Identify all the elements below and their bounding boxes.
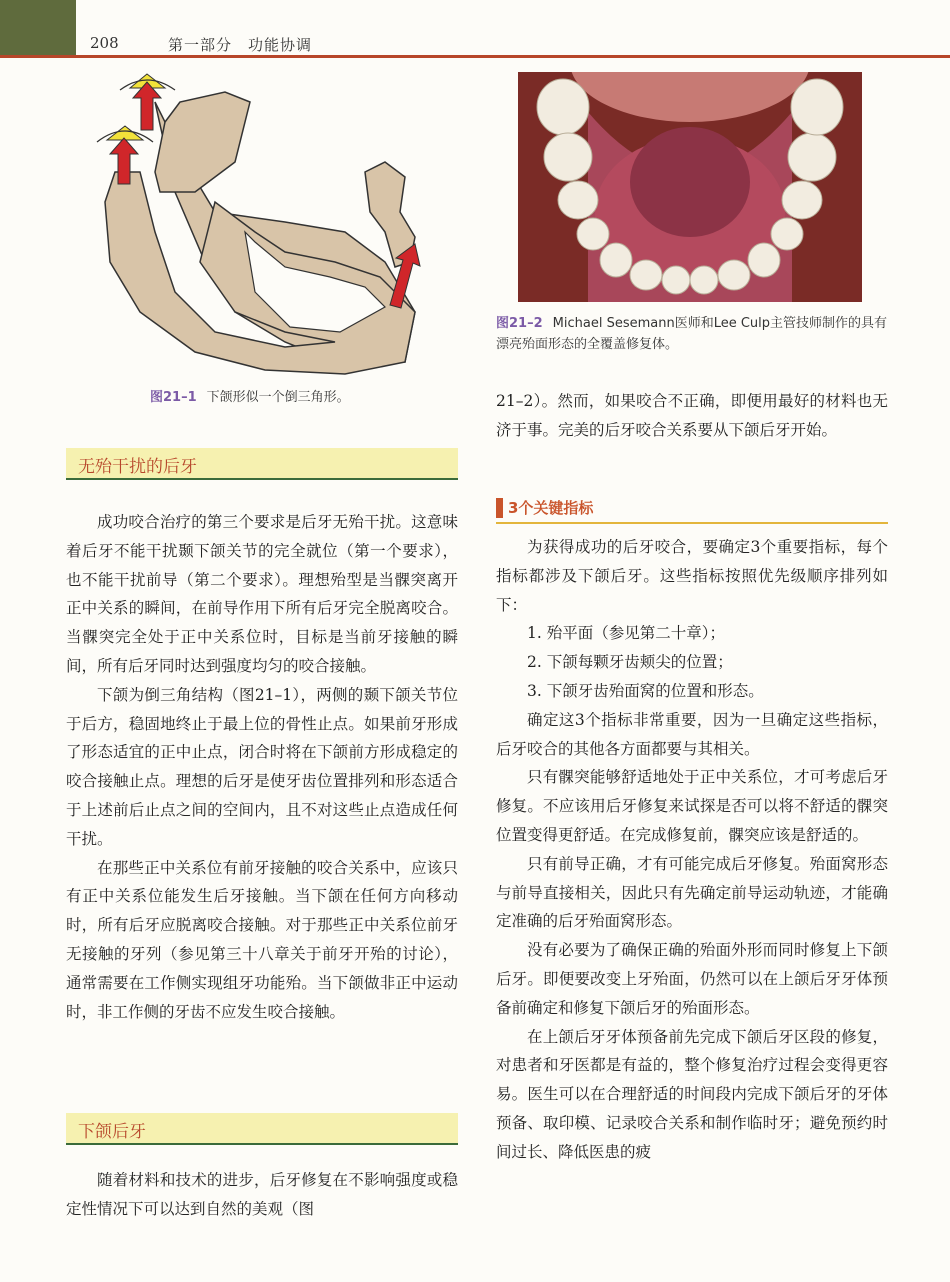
list-item: 3. 下颌牙齿殆面窝的位置和形态。	[527, 681, 764, 700]
figure2-caption	[496, 313, 888, 355]
paragraph: 确定这3个指标非常重要，因为一旦确定这些指标，后牙咬合的其他各方面都要与其相关。	[496, 710, 888, 758]
section-title-mandibular-posterior: 下颌后牙	[78, 1122, 146, 1142]
paragraph: 在上颌后牙牙体预备前先完成下颌后牙区段的修复，对患者和牙医都是有益的，整个修复治疗过程会变得更容易。医生可以在合理舒适的时间段内完成下颌后牙的牙体预备、取印模、记录咬合关系和制作临时牙；避免预约时间过长、降低医患的疲	[496, 1027, 888, 1161]
dental-arch-picture	[518, 72, 862, 302]
right-column-text-section3	[496, 533, 888, 1167]
paragraph: 成功咬合治疗的第三个要求是后牙无殆干扰。这意味着后牙不能干扰颞下颌关节的完全就位（第一个要求），也不能干扰前导（第二个要求）。理想殆型是当髁突离开正中关系的瞬间，在前导作用下所有后牙完全脱离咬合。当髁突完全处于正中关系位时，目标是当前牙接触的瞬间，所有后牙同时达到强度均匀的咬合接触。	[66, 513, 458, 675]
figure1-caption	[150, 386, 350, 405]
left-column-text-section2	[66, 1166, 458, 1224]
figure2-caption-text: Michael Sesemann医师和Lee Culp主管技师制作的具有漂亮殆面形态的全覆盖修复体。	[496, 316, 888, 352]
paragraph: 只有前导正确，才有可能完成后牙修复。殆面窝形态与前导直接相关，因此只有先确定前导运动轨迹，才能确定准确的后牙殆面窝形态。	[496, 854, 888, 931]
section-title-no-interference: 无殆干扰的后牙	[78, 457, 197, 477]
left-column-text-section1	[66, 508, 458, 1026]
header-rule	[0, 55, 950, 58]
heading-marker-icon	[496, 498, 503, 518]
running-head: 第一部分 功能协调	[168, 36, 313, 54]
figure-dental-photo	[518, 72, 862, 302]
subsection-title: 3个关键指标	[508, 499, 594, 517]
figure1-caption-text: 下颌形似一个倒三角形。	[206, 390, 350, 405]
paragraph: 随着材料和技术的进步，后牙修复在不影响强度或稳定性情况下可以达到自然的美观（图	[66, 1171, 458, 1218]
right-column-continuation	[496, 387, 888, 445]
header-color-block	[0, 0, 76, 58]
figure-mandible-illustration	[85, 62, 445, 380]
section-heading-no-interference	[66, 448, 458, 480]
paragraph: 为获得成功的后牙咬合，要确定3个重要指标，每个指标都涉及下颌后牙。这些指标按照优先级顺序排列如下：	[496, 538, 888, 614]
paragraph: 在那些正中关系位有前牙接触的咬合关系中，应该只有正中关系位能发生后牙接触。当下颌在任何方向移动时，所有后牙应脱离咬合接触。对于那些正中关系位前牙无接触的牙列（参见第三十八章关于前牙开殆的讨论），通常需要在工作侧实现组牙功能殆。当下颌做非正中运动时，非工作侧的牙齿不应发生咬合接触。	[66, 858, 458, 1021]
page-number: 208	[90, 34, 119, 52]
mandible-drawing	[85, 62, 445, 380]
paragraph: 只有髁突能够舒适地处于正中关系位，才可考虑后牙修复。不应该用后牙修复来试探是否可以将不舒适的髁突位置变得更舒适。在完成修复前，髁突应该是舒适的。	[496, 768, 888, 844]
figure2-label: 图21–2	[496, 316, 543, 331]
paragraph: 下颌为倒三角结构（图21–1），两侧的颞下颌关节位于后方，稳固地终止于最上位的骨性止点。如果前牙形成了形态适宜的正中止点，闭合时将在下颌前方形成稳定的咬合接触止点。理想的后牙是使牙齿位置排列和形态适合于上述前后止点之间的空间内，且不对这些止点造成任何干扰。	[66, 685, 458, 848]
list-item: 1. 殆平面（参见第二十章）；	[527, 624, 725, 643]
list-item: 2. 下颌每颗牙齿颊尖的位置；	[527, 653, 733, 672]
page-header	[0, 0, 950, 58]
paragraph: 21–2）。然而，如果咬合不正确，即便用最好的材料也无济于事。完美的后牙咬合关系要从下颌后牙开始。	[496, 392, 888, 439]
ramus-shape	[155, 92, 250, 192]
paragraph: 没有必要为了确保正确的殆面外形而同时修复上下颌后牙。即便要改变上牙殆面，仍然可以在上颌后牙牙体预备前确定和修复下颌后牙的殆面形态。	[496, 941, 888, 1017]
section-heading-mandibular-posterior	[66, 1113, 458, 1145]
figure1-label: 图21–1	[150, 390, 197, 405]
subsection-heading-three-indicators	[496, 494, 888, 524]
